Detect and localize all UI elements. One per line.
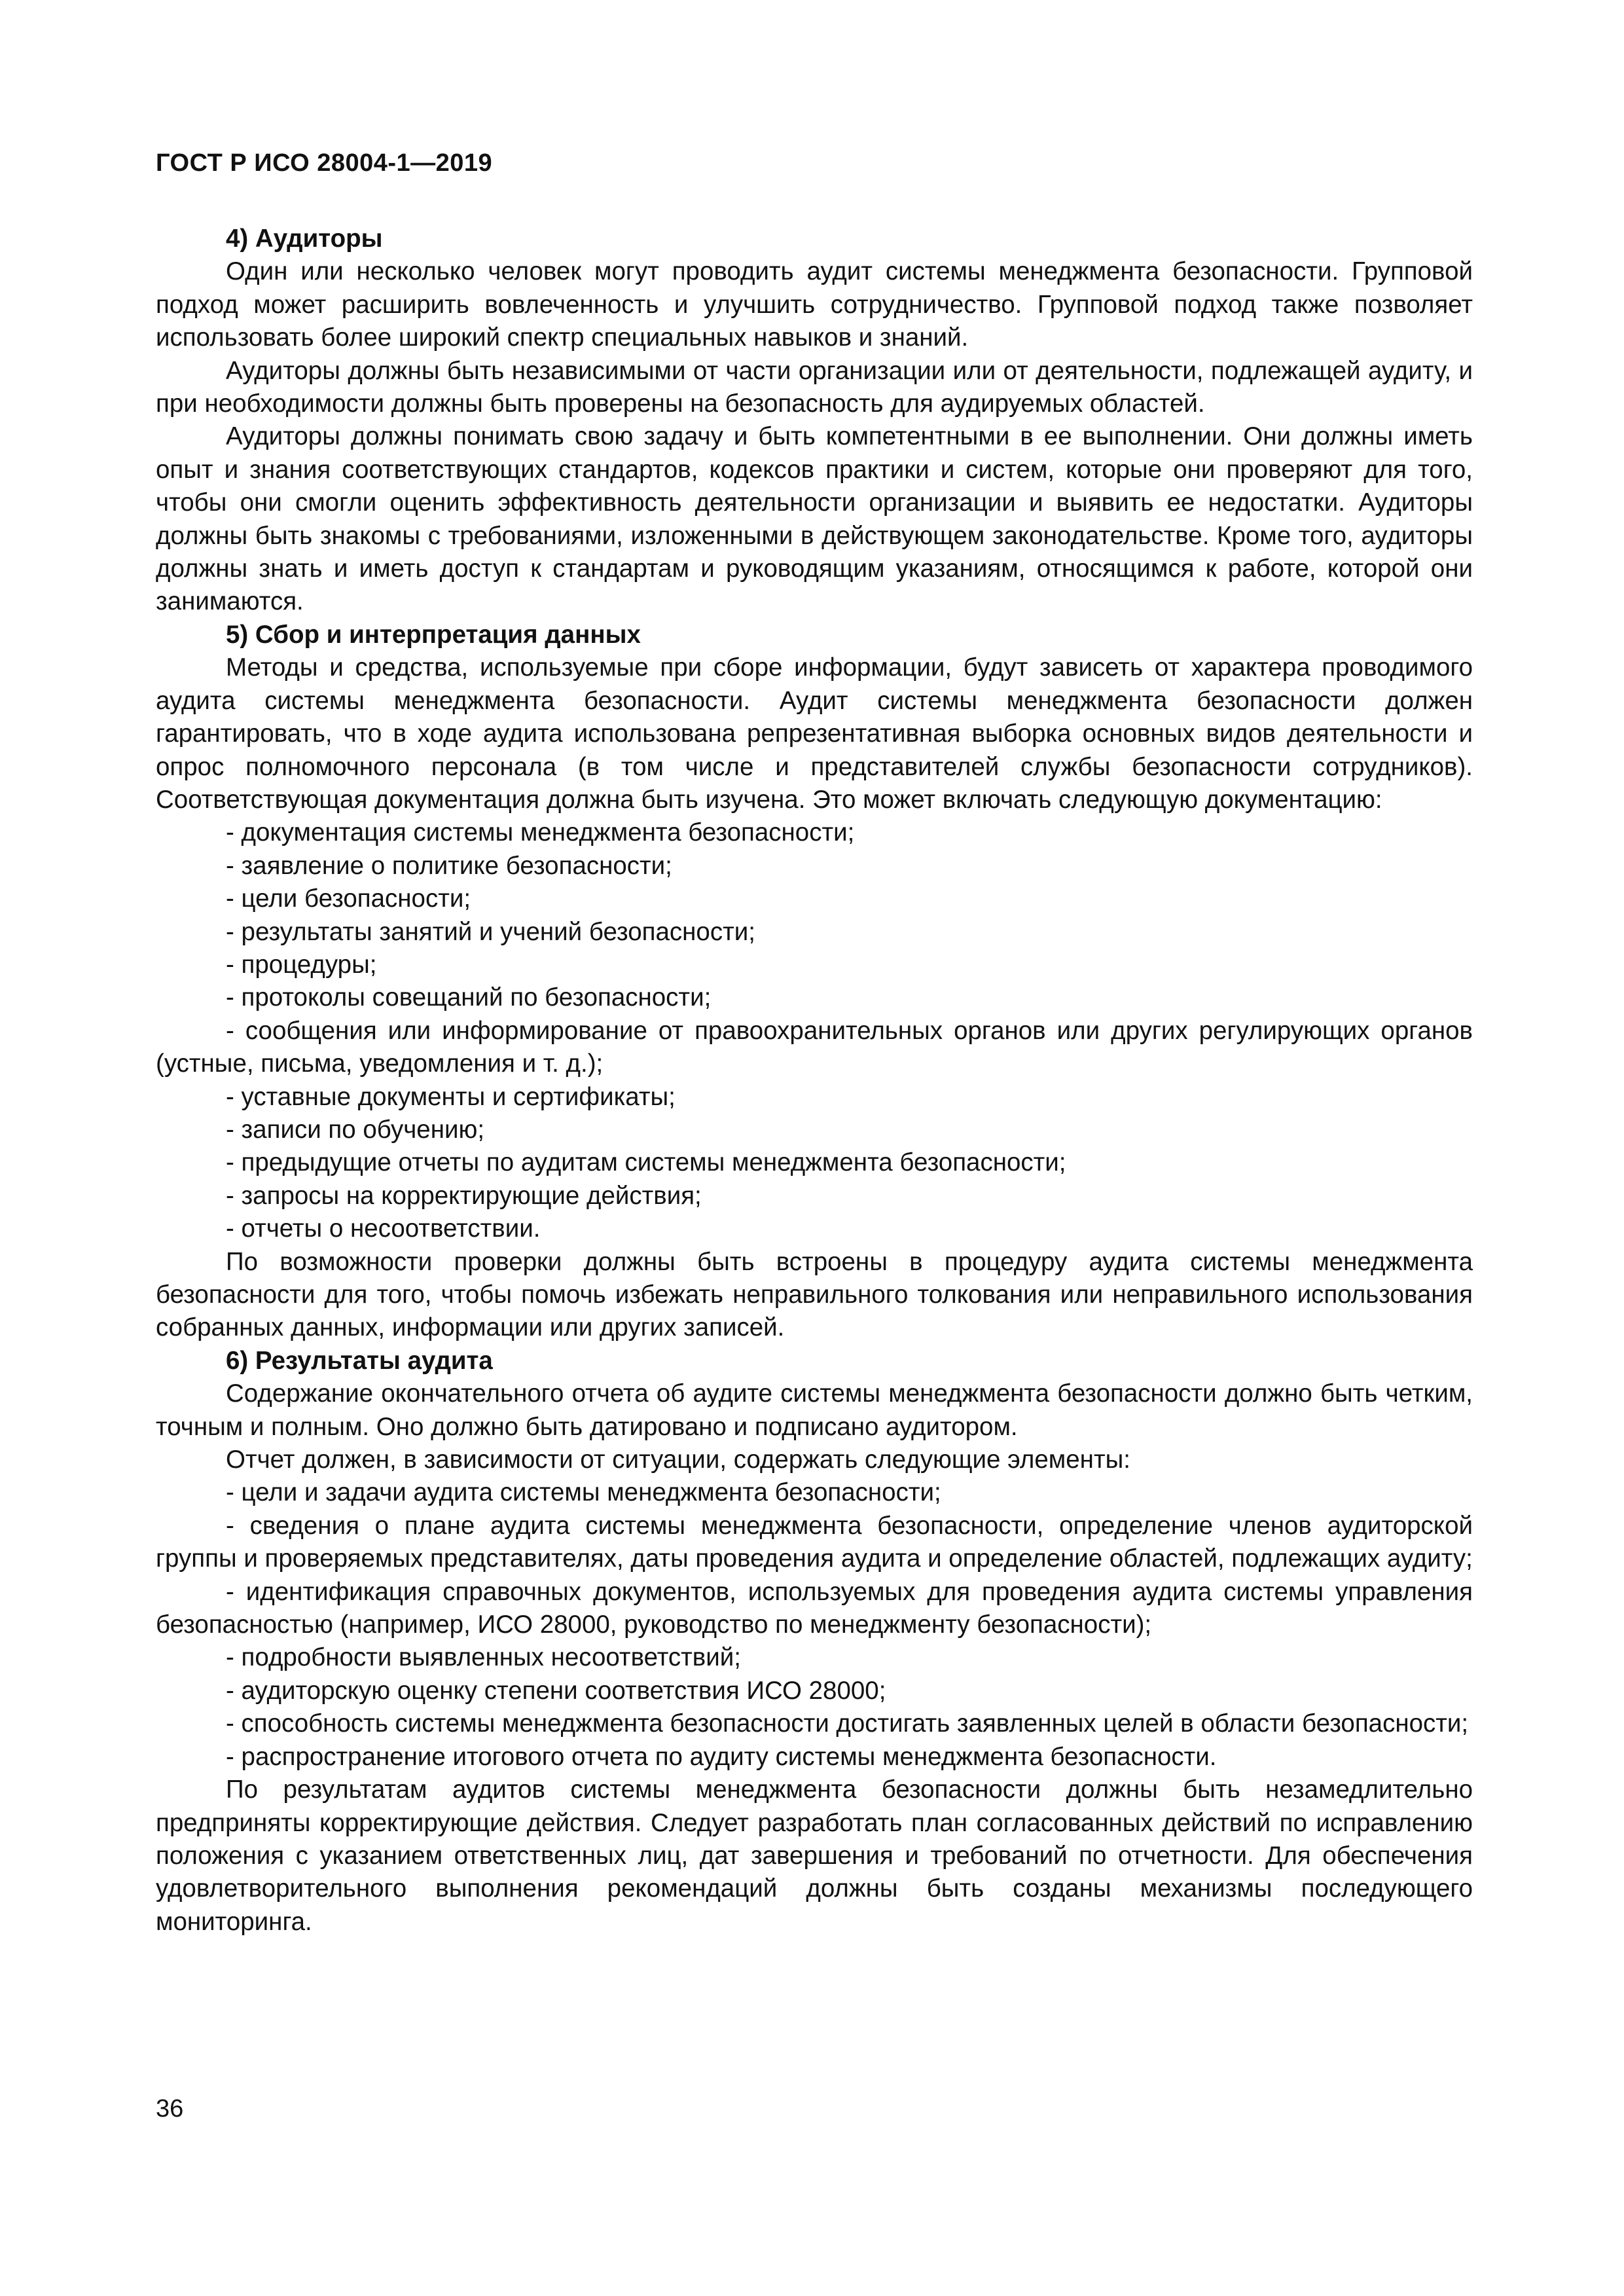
section-6-paragraph-1: Содержание окончательного отчета об аудите системы менеджмента безопасности должно быть четким, точным и полным. Оно должно быть датировано и подписано аудитором. (156, 1379, 1473, 1441)
list-item: - предыдущие отчеты по аудитам системы менеджмента безопасности; (156, 1146, 1473, 1179)
list-item: - уставные документы и сертификаты; (156, 1081, 1473, 1114)
list-item: - цели и задачи аудита системы менеджмента безопасности; (156, 1476, 1473, 1509)
document-header: ГОСТ Р ИСО 28004-1—2019 (156, 149, 493, 177)
list-item: - процедуры; (156, 949, 1473, 981)
list-item: - распространение итогового отчета по аудиту системы менеджмента безопасности. (156, 1741, 1473, 1774)
section-4-paragraph-2: Аудиторы должны быть независимыми от части организации или от деятельности, подлежащей аудиту, и при необходимости должны быть проверены на безопасность для аудируемых областей. (156, 356, 1473, 418)
list-item: - подробности выявленных несоответствий; (156, 1641, 1473, 1674)
section-6-report-elements-list (156, 1476, 1473, 1774)
list-item: - сведения о плане аудита системы менеджмента безопасности, определение членов аудиторской группы и проверяемых представителях, даты проведения аудита и определение областей, подлежащих аудиту; (156, 1510, 1473, 1576)
page-number: 36 (156, 2095, 184, 2123)
list-item: - документация системы менеджмента безопасности; (156, 816, 1473, 849)
list-item: - протоколы совещаний по безопасности; (156, 981, 1473, 1014)
list-item: - идентификация справочных документов, используемых для проведения аудита системы управления безопасностью (например, ИСО 28000, руководство по менеджменту безопасности); (156, 1576, 1473, 1642)
list-item: - отчеты о несоответствии. (156, 1212, 1473, 1245)
page-content (156, 223, 1473, 1939)
section-5-paragraph-2: По возможности проверки должны быть встроены в процедуру аудита системы менеджмента безопасности для того, чтобы помочь избежать неправильного толкования или неправильного использования собранных данных, информации или других записей. (156, 1247, 1473, 1342)
section-6-paragraph-3: По результатам аудитов системы менеджмента безопасности должны быть незамедлительно предприняты корректирующие действия. Следует разработать план согласованных действий по исправлению положения с указанием ответственных лиц, дат завершения и требований по отчетности. Для обеспечения удовлетворительного выполнения рекомендаций должны быть созданы механизмы последующего мониторинга. (156, 1776, 1473, 1936)
list-item: - заявление о политике безопасности; (156, 850, 1473, 883)
list-item: - запросы на корректирующие действия; (156, 1180, 1473, 1212)
list-item: - аудиторскую оценку степени соответствия ИСО 28000; (156, 1675, 1473, 1707)
section-4-paragraph-1: Один или несколько человек могут проводить аудит системы менеджмента безопасности. Групповой подход может расширить вовлеченность и улучшить сотрудничество. Групповой подход также позволяет использовать более широкий спектр специальных навыков и знаний. (156, 257, 1473, 352)
list-item: - цели безопасности; (156, 883, 1473, 915)
list-item: - результаты занятий и учений безопасности; (156, 916, 1473, 949)
list-item: - сообщения или информирование от правоохранительных органов или других регулирующих органов (устные, письма, уведомления и т. д.); (156, 1015, 1473, 1081)
section-6-heading: 6) Результаты аудита (226, 1346, 493, 1375)
section-4-heading: 4) Аудиторы (226, 225, 383, 253)
section-4-paragraph-3: Аудиторы должны понимать свою задачу и быть компетентными в ее выполнении. Они должны иметь опыт и знания соответствующих стандартов, кодексов практики и систем, которые они проверяют для того, чтобы они смогли оценить эффективность деятельности организации и выявить ее недостатки. Аудиторы должны быть знакомы с требованиями, изложенными в действующем законодательстве. Кроме того, аудиторы должны знать и иметь доступ к стандартам и руководящим указаниям, относящимся к работе, которой они занимаются. (156, 422, 1473, 616)
section-6-paragraph-2: Отчет должен, в зависимости от ситуации, содержать следующие элементы: (226, 1446, 1130, 1474)
list-item: - способность системы менеджмента безопасности достигать заявленных целей в области безопасности; (156, 1707, 1473, 1740)
section-5-paragraph-1: Методы и средства, используемые при сборе информации, будут зависеть от характера проводимого аудита системы менеджмента безопасности. Аудит системы менеджмента безопасности должен гарантировать, что в ходе аудита использована репрезентативная выборка основных видов деятельности и опрос полномочного персонала (в том числе и представителей службы безопасности сотрудников). Соответствующая документация должна быть изучена. Это может включать следующую документацию: (156, 653, 1473, 814)
section-5-heading: 5) Сбор и интерпретация данных (226, 620, 641, 649)
list-item: - записи по обучению; (156, 1114, 1473, 1146)
section-5-document-list (156, 816, 1473, 1245)
